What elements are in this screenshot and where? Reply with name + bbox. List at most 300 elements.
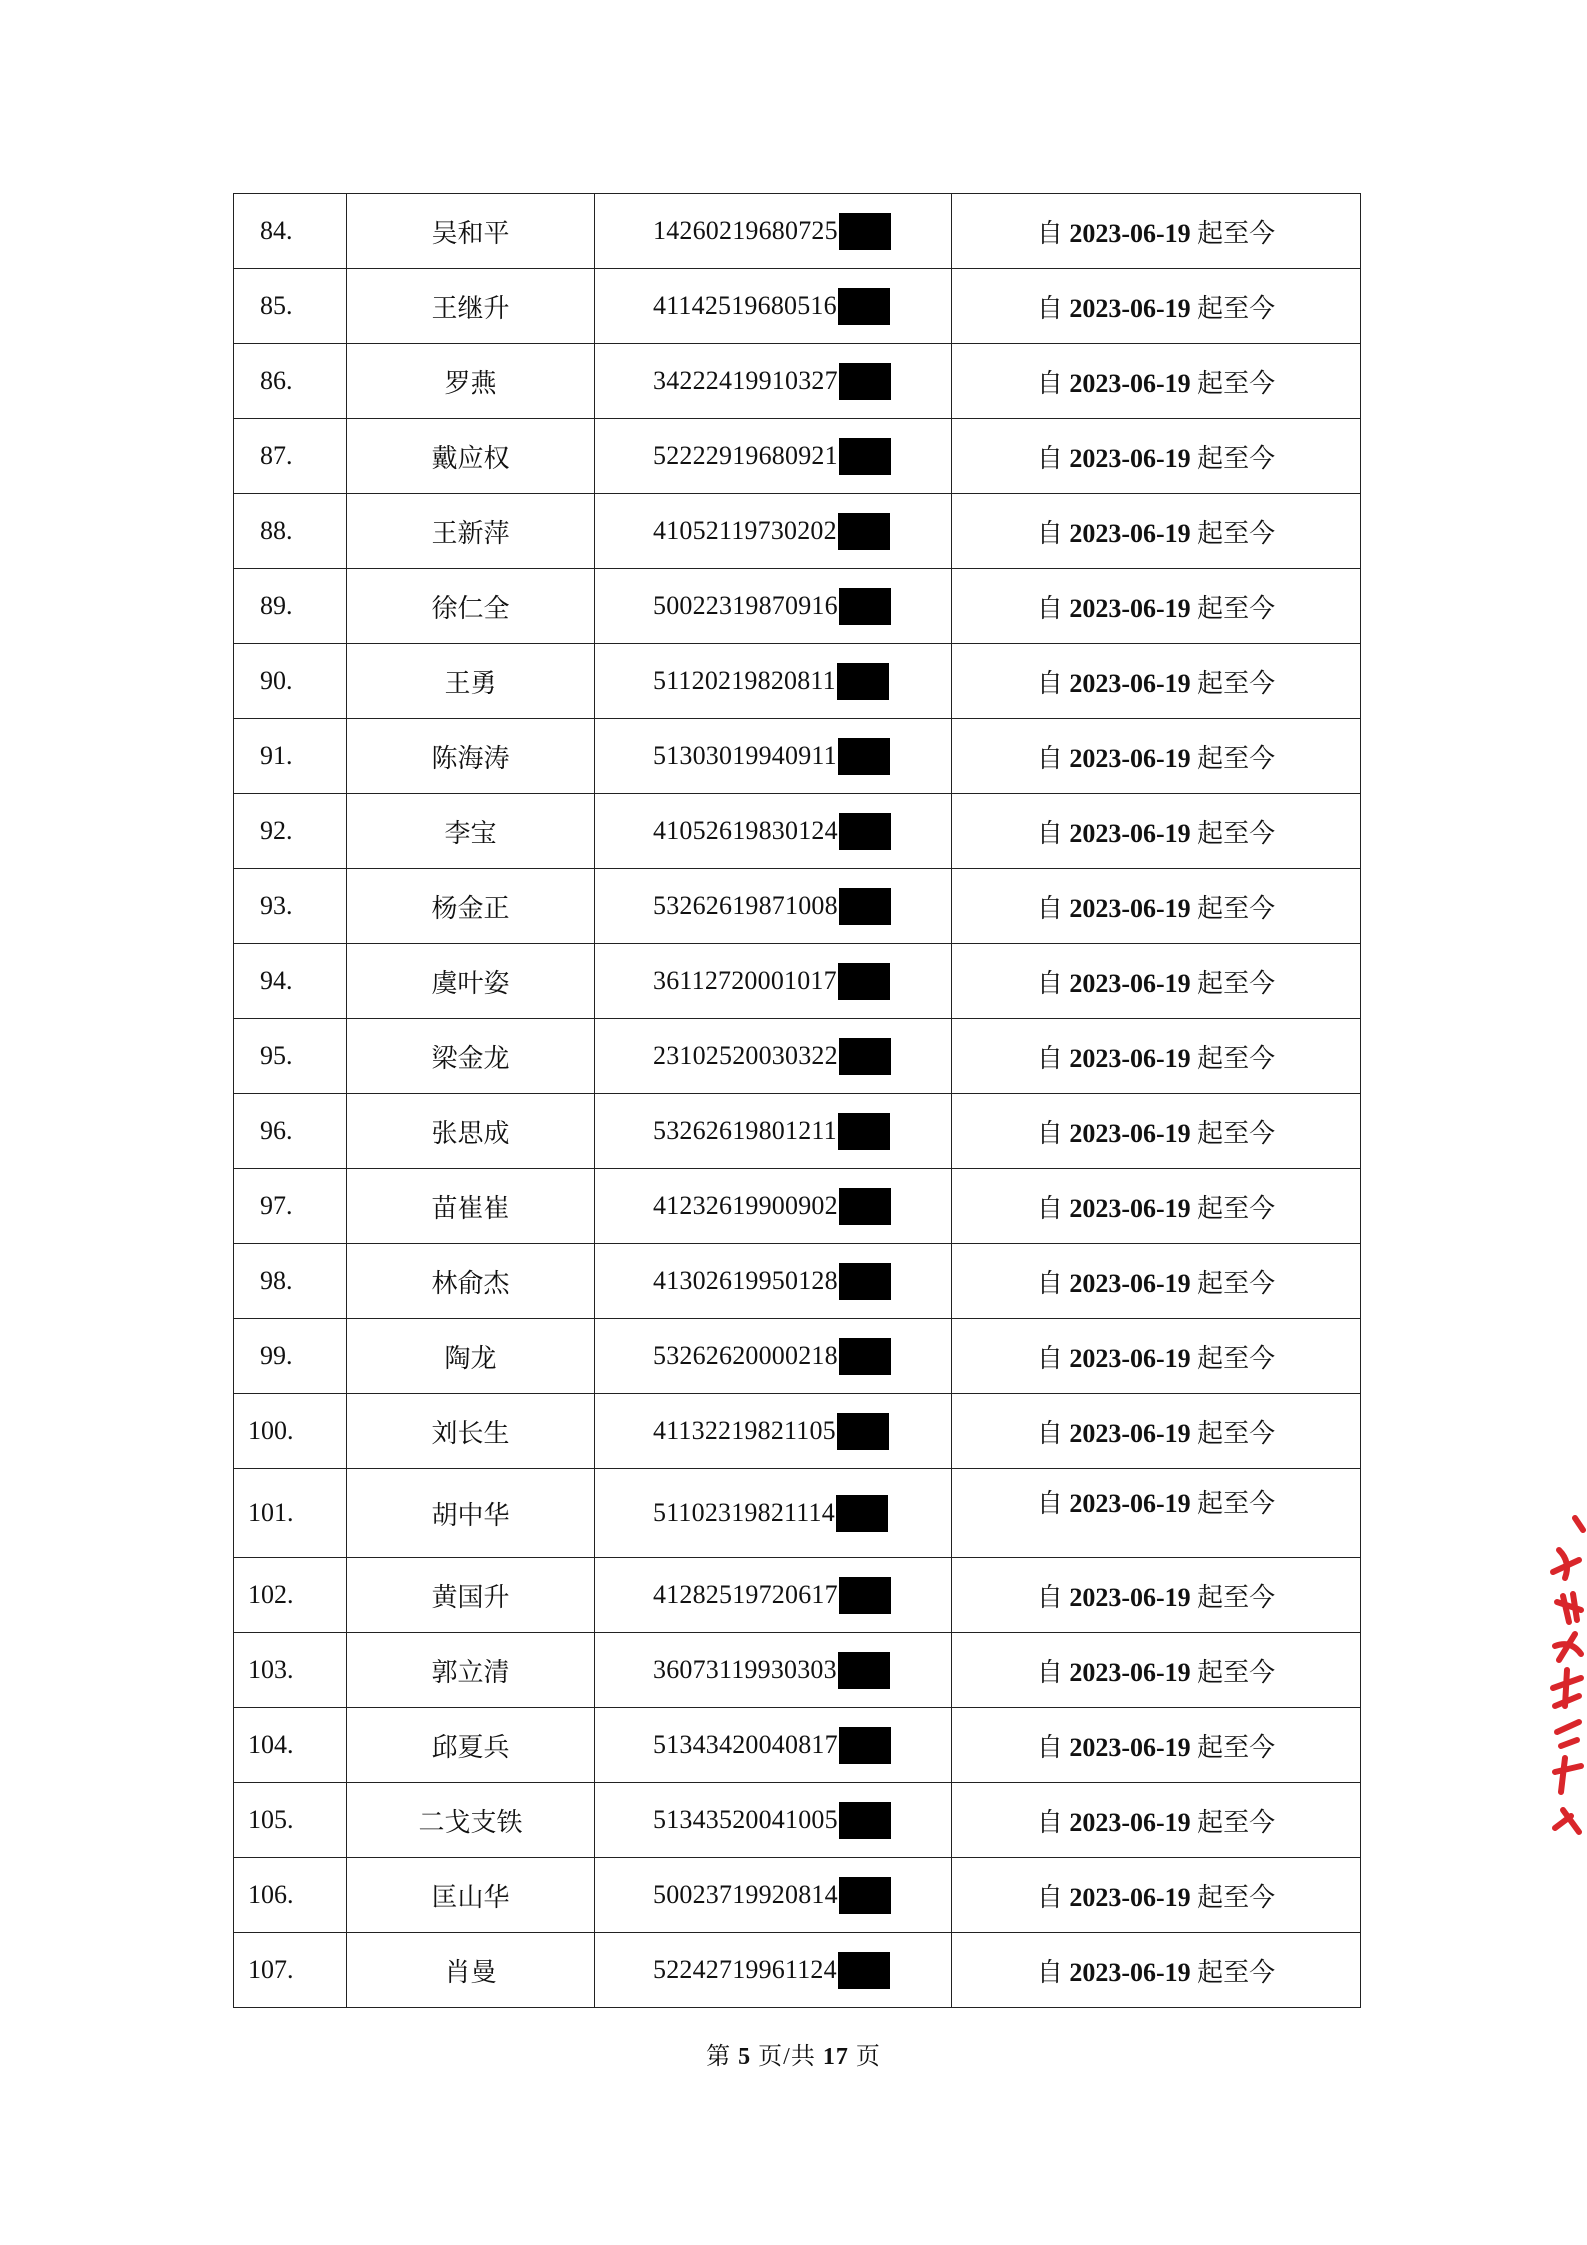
id-number-wrap — [595, 1802, 951, 1839]
redaction-block — [838, 738, 890, 775]
row-number-text: 101. — [248, 1498, 294, 1527]
period-date: 2023-06-19 — [1069, 1118, 1191, 1148]
id-number-cell — [595, 1094, 952, 1169]
period-cell — [952, 719, 1361, 794]
id-number-cell — [595, 1169, 952, 1244]
id-number: 36112720001017 — [653, 966, 837, 995]
period-text — [1037, 1808, 1275, 1837]
period-date: 2023-06-19 — [1069, 1882, 1191, 1912]
period-prefix: 自 — [1036, 1193, 1063, 1223]
period-date: 2023-06-19 — [1069, 518, 1191, 548]
id-number: 51303019940911 — [653, 741, 837, 770]
id-number-cell — [595, 1933, 952, 2008]
id-number-wrap — [595, 1652, 951, 1689]
period-cell — [952, 1558, 1361, 1633]
period-cell — [952, 1244, 1361, 1319]
row-number — [234, 719, 347, 794]
table-row — [234, 794, 1361, 869]
period-suffix: 起至今 — [1197, 1118, 1276, 1148]
redaction-block — [839, 1263, 891, 1300]
person-name: 邱夏兵 — [347, 1708, 595, 1783]
id-number-wrap — [595, 1877, 951, 1914]
period-text — [1037, 219, 1275, 248]
row-number-text: 85. — [260, 291, 293, 320]
id-number: 14260219680725 — [653, 216, 838, 245]
row-number-text: 97. — [260, 1191, 293, 1220]
id-number: 36073119930303 — [653, 1655, 837, 1684]
period-prefix: 自 — [1036, 1489, 1063, 1518]
period-prefix: 自 — [1036, 968, 1063, 998]
period-suffix: 起至今 — [1197, 1882, 1276, 1912]
id-number-wrap — [595, 1188, 951, 1225]
row-number-text: 93. — [260, 891, 293, 920]
period-cell — [952, 1019, 1361, 1094]
redaction-block — [837, 1413, 889, 1450]
redaction-block — [839, 813, 891, 850]
row-number-text: 106. — [248, 1880, 294, 1909]
period-text — [1037, 819, 1275, 848]
id-number-wrap — [595, 813, 951, 850]
period-text — [1037, 1733, 1275, 1762]
row-number-text: 84. — [260, 216, 293, 245]
period-date: 2023-06-19 — [1069, 668, 1191, 698]
period-prefix: 自 — [1036, 1732, 1063, 1762]
period-prefix: 自 — [1036, 293, 1063, 323]
period-date: 2023-06-19 — [1069, 593, 1191, 623]
footer-page-number: 5 — [738, 2044, 752, 2070]
redaction-block — [836, 1495, 888, 1532]
period-cell — [952, 1783, 1361, 1858]
period-suffix: 起至今 — [1197, 1343, 1276, 1373]
person-name: 苗崔崔 — [347, 1169, 595, 1244]
redaction-block — [839, 1188, 891, 1225]
id-number: 41132219821105 — [653, 1416, 836, 1445]
id-number-cell — [595, 944, 952, 1019]
id-number-wrap — [595, 1495, 951, 1532]
id-number: 34222419910327 — [653, 366, 838, 395]
period-suffix: 起至今 — [1197, 518, 1276, 548]
id-number: 23102520030322 — [653, 1041, 838, 1070]
id-number-wrap — [595, 1263, 951, 1300]
redaction-block — [839, 1877, 891, 1914]
table-row — [234, 1469, 1361, 1558]
period-date: 2023-06-19 — [1069, 443, 1191, 473]
period-text — [1037, 1958, 1275, 1987]
person-name: 梁金龙 — [347, 1019, 595, 1094]
id-number-wrap — [595, 738, 951, 775]
period-date: 2023-06-19 — [1069, 893, 1191, 923]
period-prefix: 自 — [1036, 1043, 1063, 1073]
table-row — [234, 1783, 1361, 1858]
redaction-block — [839, 363, 891, 400]
row-number-text: 87. — [260, 441, 293, 470]
table-row — [234, 344, 1361, 419]
period-date: 2023-06-19 — [1069, 1582, 1191, 1612]
period-prefix: 自 — [1036, 593, 1063, 623]
period-prefix: 自 — [1036, 1418, 1063, 1448]
page-footer — [0, 2036, 1587, 2071]
period-suffix: 起至今 — [1197, 1418, 1276, 1448]
period-suffix: 起至今 — [1197, 1732, 1276, 1762]
period-text — [1037, 1119, 1275, 1148]
period-cell — [952, 1319, 1361, 1394]
table-row — [234, 719, 1361, 794]
period-cell — [952, 269, 1361, 344]
redaction-block — [838, 1113, 890, 1150]
id-number-cell — [595, 794, 952, 869]
period-cell — [952, 1708, 1361, 1783]
period-prefix: 自 — [1036, 1118, 1063, 1148]
period-prefix: 自 — [1036, 218, 1063, 248]
period-prefix: 自 — [1036, 1268, 1063, 1298]
row-number — [234, 419, 347, 494]
person-name: 李宝 — [347, 794, 595, 869]
period-prefix: 自 — [1036, 1957, 1063, 1987]
id-number-wrap — [595, 513, 951, 550]
redaction-block — [839, 1038, 891, 1075]
seal-stamp-icon — [1545, 1510, 1587, 1840]
period-cell — [952, 194, 1361, 269]
id-number-wrap — [595, 663, 951, 700]
record-table — [233, 193, 1361, 2008]
period-cell — [952, 344, 1361, 419]
period-prefix: 自 — [1036, 743, 1063, 773]
table-row — [234, 1558, 1361, 1633]
period-text — [1037, 1489, 1275, 1518]
period-text — [1037, 969, 1275, 998]
period-suffix: 起至今 — [1197, 1193, 1276, 1223]
period-text — [1037, 594, 1275, 623]
period-date: 2023-06-19 — [1069, 1043, 1191, 1073]
table-row — [234, 419, 1361, 494]
id-number: 41302619950128 — [653, 1266, 838, 1295]
period-suffix: 起至今 — [1197, 1043, 1276, 1073]
id-number: 53262619801211 — [653, 1116, 837, 1145]
id-number-wrap — [595, 1952, 951, 1989]
period-text — [1037, 1419, 1275, 1448]
row-number-text: 92. — [260, 816, 293, 845]
row-number — [234, 269, 347, 344]
period-cell — [952, 944, 1361, 1019]
id-number-wrap — [595, 1038, 951, 1075]
person-name: 王新萍 — [347, 494, 595, 569]
table-row — [234, 644, 1361, 719]
redaction-block — [839, 1802, 891, 1839]
table-row — [234, 944, 1361, 1019]
row-number — [234, 1094, 347, 1169]
row-number — [234, 944, 347, 1019]
period-text — [1037, 294, 1275, 323]
id-number-wrap — [595, 1338, 951, 1375]
period-suffix: 起至今 — [1197, 1489, 1276, 1518]
person-name: 陈海涛 — [347, 719, 595, 794]
period-suffix: 起至今 — [1197, 443, 1276, 473]
redaction-block — [839, 588, 891, 625]
id-number-cell — [595, 269, 952, 344]
period-text — [1037, 444, 1275, 473]
row-number-text: 103. — [248, 1655, 294, 1684]
period-text — [1037, 1658, 1275, 1687]
period-cell — [952, 494, 1361, 569]
person-name: 虞叶姿 — [347, 944, 595, 1019]
period-cell — [952, 1469, 1361, 1558]
redaction-block — [839, 438, 891, 475]
row-number — [234, 194, 347, 269]
footer-total-pages: 17 — [822, 2044, 849, 2070]
id-number: 51343420040817 — [653, 1730, 838, 1759]
row-number — [234, 1858, 347, 1933]
id-number-cell — [595, 1019, 952, 1094]
redaction-block — [838, 288, 890, 325]
id-number: 53262619871008 — [653, 891, 838, 920]
row-number-text: 104. — [248, 1730, 294, 1759]
period-suffix: 起至今 — [1197, 1807, 1276, 1837]
id-number-cell — [595, 1244, 952, 1319]
id-number-wrap — [595, 1113, 951, 1150]
period-date: 2023-06-19 — [1069, 1343, 1191, 1373]
table-row — [234, 194, 1361, 269]
period-date: 2023-06-19 — [1069, 1657, 1191, 1687]
period-text — [1037, 519, 1275, 548]
id-number-cell — [595, 194, 952, 269]
period-text — [1037, 1269, 1275, 1298]
table-row — [234, 1169, 1361, 1244]
redaction-block — [839, 1727, 891, 1764]
period-date: 2023-06-19 — [1069, 968, 1191, 998]
id-number-wrap — [595, 1727, 951, 1764]
person-name: 吴和平 — [347, 194, 595, 269]
period-date: 2023-06-19 — [1069, 818, 1191, 848]
row-number — [234, 569, 347, 644]
footer-middle: 页/共 — [758, 2044, 816, 2070]
row-number — [234, 1783, 347, 1858]
redaction-block — [838, 1652, 890, 1689]
row-number — [234, 1933, 347, 2008]
period-cell — [952, 1094, 1361, 1169]
table-row — [234, 1933, 1361, 2008]
id-number: 51102319821114 — [653, 1498, 835, 1527]
id-number: 50022319870916 — [653, 591, 838, 620]
period-date: 2023-06-19 — [1069, 1268, 1191, 1298]
table-row — [234, 494, 1361, 569]
row-number — [234, 344, 347, 419]
id-number: 53262620000218 — [653, 1341, 838, 1370]
row-number-text: 94. — [260, 966, 293, 995]
period-date: 2023-06-19 — [1069, 1489, 1191, 1518]
id-number-wrap — [595, 288, 951, 325]
period-suffix: 起至今 — [1197, 818, 1276, 848]
table-row — [234, 869, 1361, 944]
period-prefix: 自 — [1036, 518, 1063, 548]
period-date: 2023-06-19 — [1069, 743, 1191, 773]
period-cell — [952, 1633, 1361, 1708]
id-number: 51120219820811 — [653, 666, 836, 695]
id-number-wrap — [595, 963, 951, 1000]
table-row — [234, 1094, 1361, 1169]
row-number — [234, 1169, 347, 1244]
period-date: 2023-06-19 — [1069, 293, 1191, 323]
period-suffix: 起至今 — [1197, 1582, 1276, 1612]
table-row — [234, 1019, 1361, 1094]
person-name: 林俞杰 — [347, 1244, 595, 1319]
period-suffix: 起至今 — [1197, 218, 1276, 248]
table-row — [234, 1244, 1361, 1319]
row-number — [234, 1469, 347, 1558]
period-date: 2023-06-19 — [1069, 1732, 1191, 1762]
period-date: 2023-06-19 — [1069, 1807, 1191, 1837]
period-suffix: 起至今 — [1197, 668, 1276, 698]
id-number-cell — [595, 1783, 952, 1858]
id-number: 41232619900902 — [653, 1191, 838, 1220]
id-number: 41142519680516 — [653, 291, 837, 320]
period-cell — [952, 419, 1361, 494]
row-number-text: 107. — [248, 1955, 294, 1984]
id-number-cell — [595, 719, 952, 794]
person-name: 张思成 — [347, 1094, 595, 1169]
id-number-cell — [595, 1633, 952, 1708]
period-suffix: 起至今 — [1197, 893, 1276, 923]
period-date: 2023-06-19 — [1069, 218, 1191, 248]
id-number: 50023719920814 — [653, 1880, 838, 1909]
period-suffix: 起至今 — [1197, 293, 1276, 323]
period-date: 2023-06-19 — [1069, 1957, 1191, 1987]
row-number — [234, 1319, 347, 1394]
id-number: 41282519720617 — [653, 1580, 838, 1609]
id-number-wrap — [595, 363, 951, 400]
id-number: 52242719961124 — [653, 1955, 837, 1984]
person-name: 郭立清 — [347, 1633, 595, 1708]
id-number-cell — [595, 869, 952, 944]
period-prefix: 自 — [1036, 1343, 1063, 1373]
period-prefix: 自 — [1036, 668, 1063, 698]
period-text — [1037, 1583, 1275, 1612]
id-number: 52222919680921 — [653, 441, 838, 470]
id-number-cell — [595, 344, 952, 419]
period-cell — [952, 794, 1361, 869]
period-cell — [952, 869, 1361, 944]
row-number — [234, 794, 347, 869]
row-number — [234, 644, 347, 719]
row-number-text: 102. — [248, 1580, 294, 1609]
person-name: 二戈支铁 — [347, 1783, 595, 1858]
row-number-text: 95. — [260, 1041, 293, 1070]
period-text — [1037, 669, 1275, 698]
table-row — [234, 1858, 1361, 1933]
period-prefix: 自 — [1036, 1807, 1063, 1837]
id-number-wrap — [595, 888, 951, 925]
period-date: 2023-06-19 — [1069, 1418, 1191, 1448]
table-row — [234, 1319, 1361, 1394]
row-number — [234, 1558, 347, 1633]
person-name: 王勇 — [347, 644, 595, 719]
court-seal-fragment — [1545, 1510, 1587, 1840]
person-name: 王继升 — [347, 269, 595, 344]
row-number-text: 99. — [260, 1341, 293, 1370]
person-name: 胡中华 — [347, 1469, 595, 1558]
id-number-cell — [595, 1394, 952, 1469]
period-text — [1037, 1194, 1275, 1223]
period-suffix: 起至今 — [1197, 1268, 1276, 1298]
period-suffix: 起至今 — [1197, 743, 1276, 773]
period-text — [1037, 369, 1275, 398]
redaction-block — [838, 963, 890, 1000]
redaction-block — [839, 1577, 891, 1614]
person-name: 罗燕 — [347, 344, 595, 419]
person-name: 刘长生 — [347, 1394, 595, 1469]
id-number: 51343520041005 — [653, 1805, 838, 1834]
id-number-wrap — [595, 438, 951, 475]
id-number: 41052619830124 — [653, 816, 838, 845]
period-cell — [952, 1169, 1361, 1244]
period-cell — [952, 1858, 1361, 1933]
redaction-block — [839, 888, 891, 925]
period-cell — [952, 1933, 1361, 2008]
id-number-cell — [595, 1319, 952, 1394]
person-name: 杨金正 — [347, 869, 595, 944]
id-number-cell — [595, 1708, 952, 1783]
id-number-cell — [595, 419, 952, 494]
person-name: 戴应权 — [347, 419, 595, 494]
period-cell — [952, 569, 1361, 644]
period-prefix: 自 — [1036, 443, 1063, 473]
row-number — [234, 1394, 347, 1469]
id-number-cell — [595, 644, 952, 719]
period-date: 2023-06-19 — [1069, 368, 1191, 398]
row-number-text: 96. — [260, 1116, 293, 1145]
period-suffix: 起至今 — [1197, 368, 1276, 398]
period-date: 2023-06-19 — [1069, 1193, 1191, 1223]
period-prefix: 自 — [1036, 893, 1063, 923]
id-number-wrap — [595, 1413, 951, 1450]
row-number-text: 89. — [260, 591, 293, 620]
person-name: 黄国升 — [347, 1558, 595, 1633]
period-text — [1037, 894, 1275, 923]
row-number — [234, 1708, 347, 1783]
table-row — [234, 1633, 1361, 1708]
period-text — [1037, 744, 1275, 773]
period-prefix: 自 — [1036, 1582, 1063, 1612]
table-row — [234, 1394, 1361, 1469]
row-number — [234, 1019, 347, 1094]
period-text — [1037, 1883, 1275, 1912]
redaction-block — [837, 663, 889, 700]
period-suffix: 起至今 — [1197, 1657, 1276, 1687]
id-number: 41052119730202 — [653, 516, 837, 545]
row-number — [234, 1633, 347, 1708]
id-number-cell — [595, 1558, 952, 1633]
period-prefix: 自 — [1036, 818, 1063, 848]
period-suffix: 起至今 — [1197, 968, 1276, 998]
person-name: 匡山华 — [347, 1858, 595, 1933]
table-row — [234, 1708, 1361, 1783]
table-row — [234, 569, 1361, 644]
person-name: 陶龙 — [347, 1319, 595, 1394]
row-number-text: 86. — [260, 366, 293, 395]
row-number — [234, 869, 347, 944]
period-suffix: 起至今 — [1197, 593, 1276, 623]
redaction-block — [839, 1338, 891, 1375]
period-text — [1037, 1044, 1275, 1073]
row-number-text: 105. — [248, 1805, 294, 1834]
id-number-wrap — [595, 588, 951, 625]
row-number-text: 88. — [260, 516, 293, 545]
id-number-cell — [595, 569, 952, 644]
period-prefix: 自 — [1036, 368, 1063, 398]
person-name: 肖曼 — [347, 1933, 595, 2008]
id-number-cell — [595, 1858, 952, 1933]
id-number-wrap — [595, 213, 951, 250]
row-number-text: 90. — [260, 666, 293, 695]
